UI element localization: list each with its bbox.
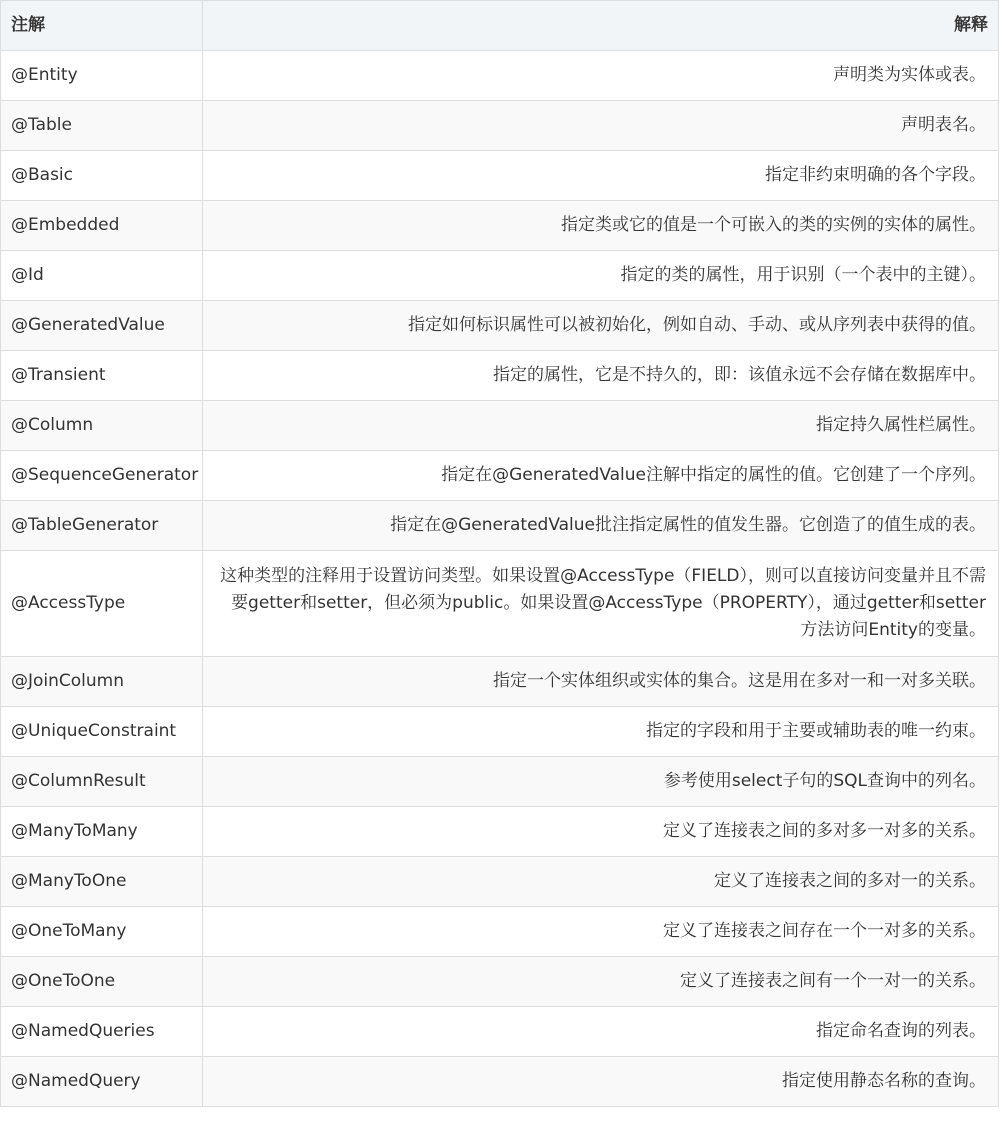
annotation-name: @OneToMany: [1, 907, 203, 957]
annotation-description: 定义了连接表之间的多对一的关系。: [203, 857, 999, 907]
annotation-name: @Embedded: [1, 201, 203, 251]
annotation-description: 指定非约束明确的各个字段。: [203, 151, 999, 201]
table-row: [1, 151, 999, 201]
annotation-description: 指定在@GeneratedValue批注指定属性的值发生器。它创造了的值生成的表。: [203, 501, 999, 551]
annotation-description: 指定在@GeneratedValue注解中指定的属性的值。它创建了一个序列。: [203, 451, 999, 501]
annotation-description: 定义了连接表之间有一个一对一的关系。: [203, 957, 999, 1007]
table-row: [1, 501, 999, 551]
table-row: [1, 757, 999, 807]
annotation-description: 指定持久属性栏属性。: [203, 401, 999, 451]
annotation-name: @Transient: [1, 351, 203, 401]
table-row: [1, 251, 999, 301]
annotation-name: @UniqueConstraint: [1, 707, 203, 757]
annotation-description: 指定的字段和用于主要或辅助表的唯一约束。: [203, 707, 999, 757]
annotation-description: 这种类型的注释用于设置访问类型。如果设置@AccessType（FIELD），则可以直接访问变量并且不需要getter和setter，但必须为public。如果设置@AccessType（PROPERTY），通过getter和setter方法访问Entity的变量。: [203, 551, 999, 657]
annotation-name: @GeneratedValue: [1, 301, 203, 351]
table-row: [1, 1007, 999, 1057]
annotation-description: 指定使用静态名称的查询。: [203, 1057, 999, 1107]
annotation-description: 指定类或它的值是一个可嵌入的类的实例的实体的属性。: [203, 201, 999, 251]
table-row: [1, 907, 999, 957]
annotation-name: @Id: [1, 251, 203, 301]
annotation-name: @Column: [1, 401, 203, 451]
annotation-name: @Basic: [1, 151, 203, 201]
annotation-name: @ManyToMany: [1, 807, 203, 857]
annotation-name: @OneToOne: [1, 957, 203, 1007]
annotation-name: @ManyToOne: [1, 857, 203, 907]
annotation-name: @NamedQueries: [1, 1007, 203, 1057]
table-row: [1, 957, 999, 1007]
annotation-description: 定义了连接表之间的多对多一对多的关系。: [203, 807, 999, 857]
table-row: [1, 551, 999, 657]
annotation-description: 指定一个实体组织或实体的集合。这是用在多对一和一对多关联。: [203, 657, 999, 707]
annotation-description: 指定的类的属性，用于识别（一个表中的主键）。: [203, 251, 999, 301]
table-header: [1, 1, 999, 51]
table-row: [1, 807, 999, 857]
annotation-name: @Entity: [1, 51, 203, 101]
table-row: [1, 51, 999, 101]
annotation-name: @NamedQuery: [1, 1057, 203, 1107]
column-header-annotation: 注解: [1, 1, 203, 51]
annotation-description: 定义了连接表之间存在一个一对多的关系。: [203, 907, 999, 957]
table-row: [1, 201, 999, 251]
annotation-name: @TableGenerator: [1, 501, 203, 551]
annotation-name: @AccessType: [1, 551, 203, 657]
annotation-name: @ColumnResult: [1, 757, 203, 807]
table-row: [1, 301, 999, 351]
annotation-description: 声明类为实体或表。: [203, 51, 999, 101]
annotation-description: 指定如何标识属性可以被初始化，例如自动、手动、或从序列表中获得的值。: [203, 301, 999, 351]
table-row: [1, 451, 999, 501]
annotation-description: 指定的属性，它是不持久的，即：该值永远不会存储在数据库中。: [203, 351, 999, 401]
annotation-description: 指定命名查询的列表。: [203, 1007, 999, 1057]
table-body: [1, 51, 999, 1107]
table-row: [1, 401, 999, 451]
table-row: [1, 351, 999, 401]
table-row: [1, 857, 999, 907]
header-row: [1, 1, 999, 51]
annotation-name: @JoinColumn: [1, 657, 203, 707]
table-row: [1, 101, 999, 151]
annotation-description: 参考使用select子句的SQL查询中的列名。: [203, 757, 999, 807]
annotation-name: @SequenceGenerator: [1, 451, 203, 501]
table-row: [1, 1057, 999, 1107]
column-header-explanation: 解释: [203, 1, 999, 51]
annotation-description: 声明表名。: [203, 101, 999, 151]
annotation-name: @Table: [1, 101, 203, 151]
table-row: [1, 657, 999, 707]
table-row: [1, 707, 999, 757]
